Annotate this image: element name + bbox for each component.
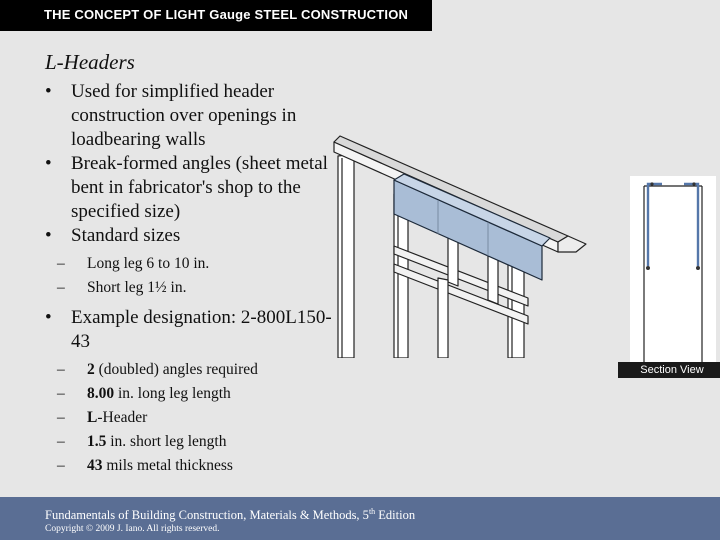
- footer-title-sup: th: [368, 507, 376, 516]
- dash-marker: –: [57, 279, 65, 296]
- bullet-dot: •: [45, 81, 52, 102]
- l-header-section-view-diagram: [630, 176, 716, 366]
- bullet-text: Used for simplified header construction over openings in loadbearing walls: [71, 81, 297, 150]
- sub-list-item: [57, 276, 345, 300]
- designation-desc: -Header: [97, 409, 148, 426]
- designation-desc: in. short leg length: [106, 433, 227, 450]
- bullet-text: Break-formed angles (sheet metal bent in fabricator's shop to the specified size): [71, 153, 328, 222]
- dash-marker: –: [57, 457, 65, 474]
- footer-title-main: Fundamentals of Building Construction, Materials & Methods, 5: [45, 508, 369, 523]
- slide-footer: [0, 497, 720, 540]
- footer-title-end: Edition: [375, 508, 416, 523]
- designation-code: L: [87, 409, 98, 426]
- standard-sizes-list: [57, 252, 345, 300]
- bullet-item: [45, 152, 345, 224]
- designation-code: 2: [87, 361, 95, 378]
- slide-heading: L-Headers: [45, 50, 135, 74]
- sub-item-text: Short leg 1½ in.: [87, 279, 187, 296]
- sub-list-item: [57, 406, 345, 430]
- bullet-item: [45, 306, 345, 354]
- footer-copyright: Copyright © 2009 J. Iano. All rights reserved.: [45, 524, 220, 534]
- footer-book-title: [45, 507, 415, 523]
- sub-list-item: [57, 454, 345, 478]
- bullet-text: Standard sizes: [71, 225, 181, 246]
- dash-marker: –: [57, 255, 65, 272]
- l-header-assembly-illustration: [328, 128, 588, 358]
- designation-desc: (doubled) angles required: [94, 361, 258, 378]
- designation-code: 8.00: [87, 385, 115, 402]
- designation-desc: in. long leg length: [114, 385, 231, 402]
- bullet-list: [45, 80, 345, 484]
- dash-marker: –: [57, 385, 65, 402]
- sub-list-item: [57, 430, 345, 454]
- bullet-text: Example designation: 2-800L150-43: [71, 307, 332, 352]
- bullet-dot: •: [45, 225, 52, 246]
- dash-marker: –: [57, 361, 65, 378]
- sub-list-item: [57, 382, 345, 406]
- designation-parts-list: [57, 358, 345, 478]
- dash-marker: –: [57, 409, 65, 426]
- bullet-item: [45, 224, 345, 248]
- bullet-item: [45, 80, 345, 152]
- designation-code: 1.5: [87, 433, 107, 450]
- sub-list-item: [57, 358, 345, 382]
- section-view-label: Section View: [618, 362, 720, 378]
- bullet-dot: •: [45, 307, 52, 328]
- sub-item-text: Long leg 6 to 10 in.: [87, 255, 210, 272]
- designation-code: 43: [87, 457, 103, 474]
- slide-title-bar: THE CONCEPT OF LIGHT Gauge STEEL CONSTRUCTION: [0, 0, 432, 31]
- bullet-dot: •: [45, 153, 52, 174]
- sub-list-item: [57, 252, 345, 276]
- dash-marker: –: [57, 433, 65, 450]
- designation-desc: mils metal thickness: [102, 457, 233, 474]
